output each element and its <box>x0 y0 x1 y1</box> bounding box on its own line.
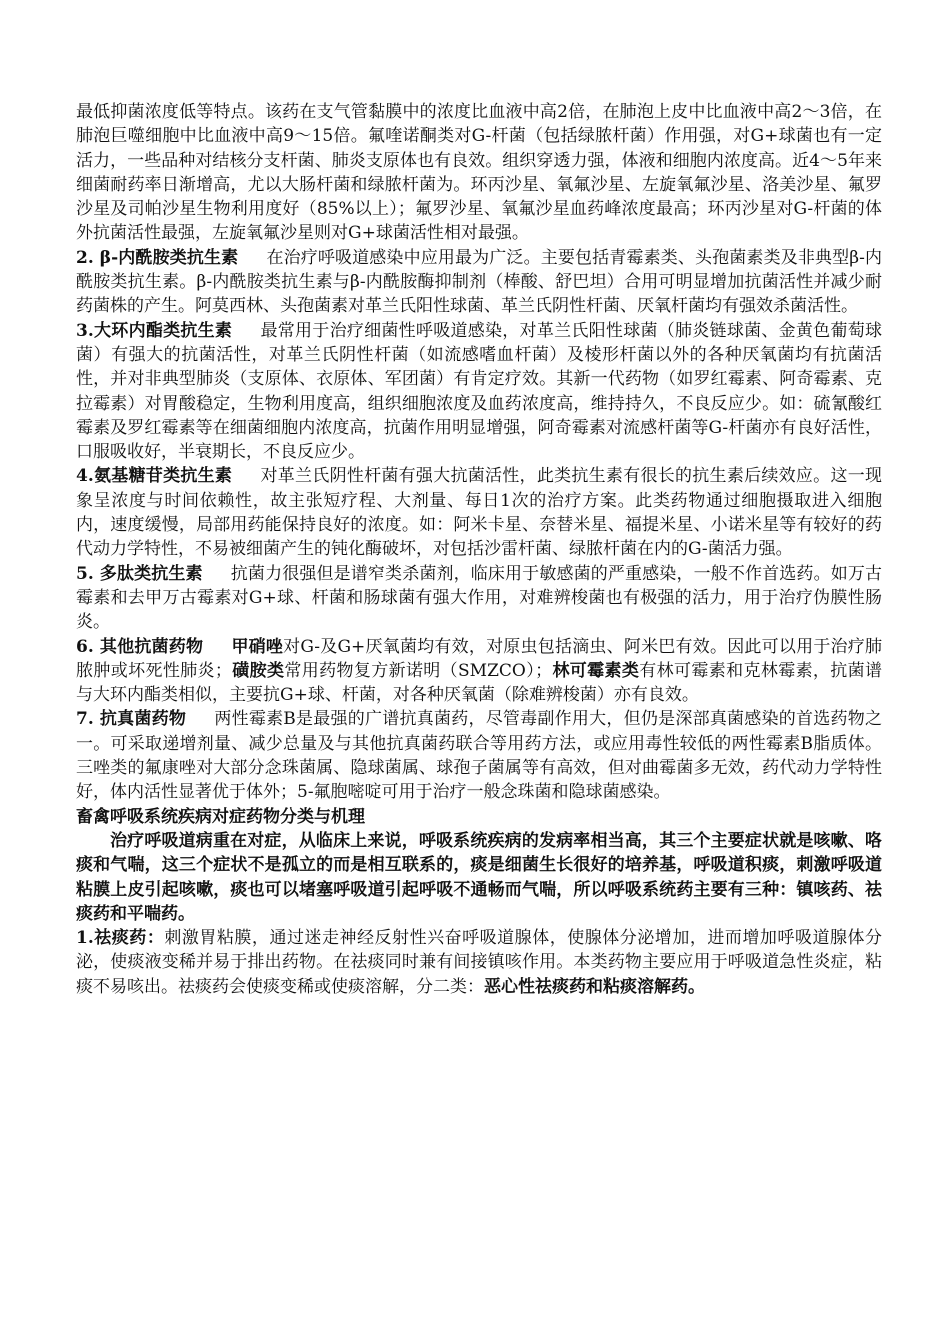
document-page <box>76 100 882 999</box>
beta-lactam-text: 在治疗呼吸道感染中应用最为广泛。主要包括青霉素类、头孢菌素类及非典型β-内酰胺类抗生素。β-内酰胺类抗生素与β-内酰胺酶抑制剂（棒酸、舒巴坦）合用可明显增加抗菌活性并减少耐药菌株的产生。阿莫西林、头孢菌素对革兰氏阳性球菌、革兰氏阴性杆菌、厌氧杆菌均有强效杀菌活性。 <box>76 247 882 317</box>
summary-paragraph: 治疗呼吸道病重在对症，从临床上来说，呼吸系统疾病的发病率相当高，其三个主要症状就是咳嗽、咯痰和气喘，这三个症状不是孤立的而是相互联系的，痰是细菌生长很好的培养基，呼吸道积痰，刺激呼吸道粘膜上皮引起咳嗽，痰也可以堵塞呼吸道引起呼吸不通畅而气喘，所以呼吸系统药主要有三种：镇咳药、祛痰药和平喘药。 <box>76 830 882 924</box>
expectorant-section <box>76 926 882 999</box>
aminoglycoside-heading: 4.氨基糖苷类抗生素 <box>76 466 233 487</box>
other-antibacterial-section <box>76 635 882 708</box>
metronidazole-text: 对G-及G+厌氧菌均有效，对原虫包括滴虫、阿米巴有效。因此可以用于治疗肺脓肿或坏死性肺炎； <box>76 636 882 681</box>
section-title: 畜禽呼吸系统疾病对症药物分类与机理 <box>76 806 365 827</box>
antifungal-text: 两性霉素B是最强的广谱抗真菌药，尽管毒副作用大，但仍是深部真菌感染的首选药物之一。可采取递增剂量、减少总量及与其他抗真菌药联合等用药方法，或应用毒性较低的两性霉素B脂质体。三唑类的氟康唑对大部分念珠菌属、隐球菌属、球孢子菌属等有高效，但对曲霉菌多无效，药代动力学特性好，体内活性显著优于体外；5-氟胞嘧啶可用于治疗一般念珠菌和隐球菌感染。 <box>76 709 882 803</box>
polypeptide-section <box>76 562 882 635</box>
macrolide-heading: 3.大环内酯类抗生素 <box>76 320 233 341</box>
beta-lactam-heading: 2. β-内酰胺类抗生素 <box>76 247 239 268</box>
aminoglycoside-section <box>76 464 882 561</box>
other-antibacterial-heading: 6. 其他抗菌药物 <box>76 636 204 657</box>
polypeptide-text: 抗菌力很强但是谱窄类杀菌剂，临床用于敏感菌的严重感染，一般不作首选药。如万古霉素和去甲万古霉素对G+球、杆菌和肠球菌有强大作用，对难辨梭菌也有极强的活力，用于治疗伪膜性肠炎。 <box>76 563 882 633</box>
polypeptide-heading: 5. 多肽类抗生素 <box>76 563 203 584</box>
beta-lactam-section <box>76 246 882 319</box>
aminoglycoside-text: 对革兰氏阴性杆菌有强大抗菌活性，此类抗生素有很长的抗生素后续效应。这一现象呈浓度与时间依赖性，故主张短疗程、大剂量、每日1次的治疗方案。此类药物通过细胞摄取进入细胞内，速度缓慢，局部用药能保持良好的浓度。如：阿米卡星、奈替米星、福提米星、小诺米星等有较好的药代动力学特性，不易被细菌产生的钝化酶破坏，对包括沙雷杆菌、绿脓杆菌在内的G-菌活力强。 <box>76 466 883 560</box>
fluoroquinolone-paragraph <box>76 100 882 246</box>
expectorant-text: 刺激胃粘膜，通过迷走神经反射性兴奋呼吸道腺体，使腺体分泌增加，进而增加呼吸道腺体分泌，使痰液变稀并易于排出药物。在祛痰同时兼有间接镇咳作用。本类药物主要应用于呼吸道急性炎症，粘痰不易咳出。祛痰药会使痰变稀或使痰溶解，分二类： <box>76 928 883 997</box>
sulfonamide-text: 常用药物复方新诺明（SMZCO）； <box>284 660 553 681</box>
macrolide-text: 最常用于治疗细菌性呼吸道感染，对革兰氏阳性球菌（肺炎链球菌、金黄色葡萄球菌）有强大的抗菌活性，对革兰氏阴性杆菌（如流感嗜血杆菌）及棱形杆菌以外的各种厌氧菌均有抗菌活性，并对非典型肺炎（支原体、衣原体、军团菌）有肯定疗效。其新一代药物（如罗红霉素、阿奇霉素、克拉霉素）对胃酸稳定，生物利用度高，组织细胞浓度及血药浓度高，维持持久，不良反应少。如：硫氰酸红霉素及罗红霉素等在细菌细胞内浓度高，抗菌作用明显增强，阿奇霉素对流感杆菌等G-杆菌亦有良好活性，口服吸收好，半衰期长，不良反应少。 <box>76 320 883 463</box>
expectorant-types: 恶心性祛痰药和粘痰溶解药。 <box>484 976 705 997</box>
fluoroquinolone-text: 最低抑菌浓度低等特点。该药在支气管黏膜中的浓度比血液中高2倍，在肺泡上皮中比血液中高2～3倍，在肺泡巨噬细胞中比血液中高9～15倍。氟喹诺酮类对G-杆菌（包括绿脓杆菌）作用强，对G+球菌也有一定活力，一些品种对结核分支杆菌、肺炎支原体也有良效。组织穿透力强，体液和细胞内浓度高。近4～5年来细菌耐药率日渐增高，尤以大肠杆菌和绿脓杆菌为。环丙沙星、氧氟沙星、左旋氧氟沙星、洛美沙星、氟罗沙星及司帕沙星生物利用度好（85%以上）；氟罗沙星、氧氟沙星血药峰浓度最高；环丙沙星对G-杆菌的体外抗菌活性最强，左旋氧氟沙星则对G+球菌活性相对最强。 <box>76 102 882 244</box>
expectorant-heading: 1.祛痰药： <box>76 928 165 949</box>
lincomycin-label: 林可霉素类 <box>552 660 640 681</box>
metronidazole-label: 甲硝唑 <box>231 636 284 657</box>
antifungal-heading: 7. 抗真菌药物 <box>76 709 187 730</box>
sulfonamide-label: 磺胺类 <box>231 660 285 681</box>
lincomycin-text: 有林可霉素和克林霉素，抗菌谱与大环内酯类相似，主要抗G+球、杆菌，对各种厌氧菌（除难辨梭菌）亦有良效。 <box>76 660 883 706</box>
antifungal-section <box>76 707 882 804</box>
macrolide-section <box>76 319 882 465</box>
